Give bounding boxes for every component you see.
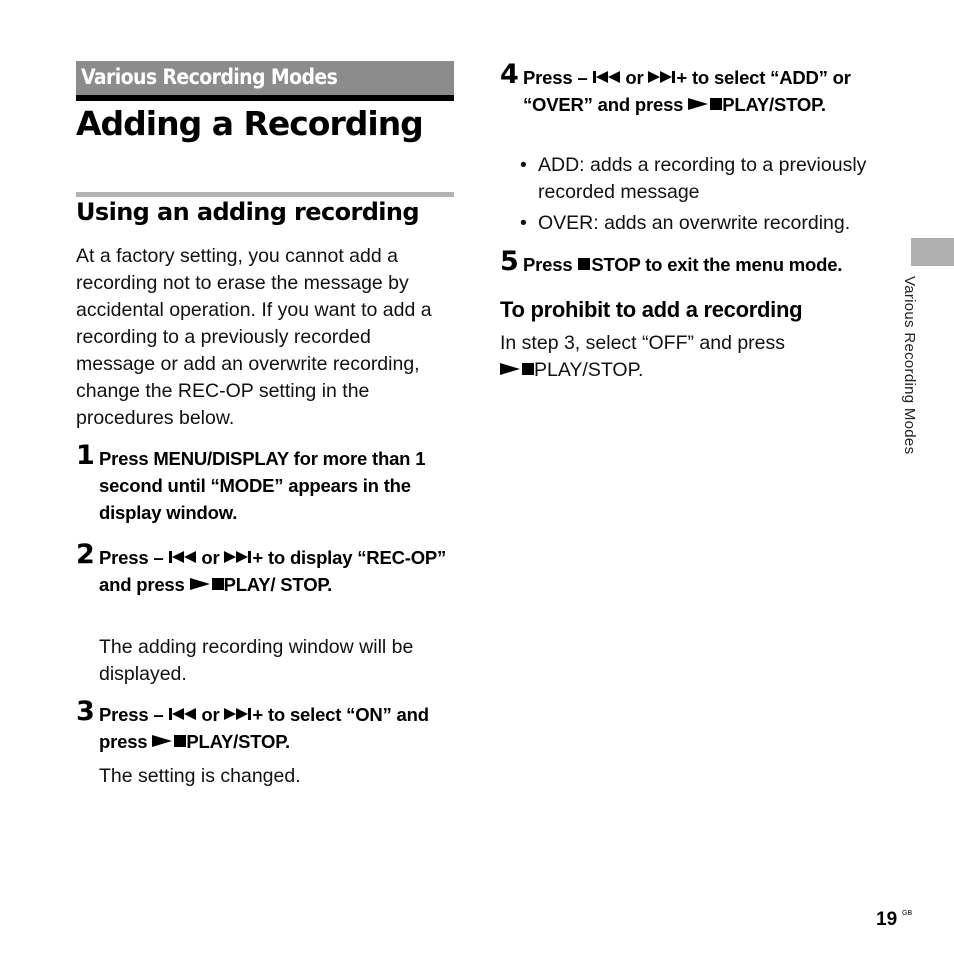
step-1-number: 1: [76, 440, 94, 471]
header-rule: [76, 95, 454, 101]
next-track-icon: [224, 547, 252, 568]
prohibit-text-1: In step 3, select “OFF” and press: [500, 332, 786, 354]
step-5-number: 5: [500, 246, 518, 277]
subheading: Using an adding recording: [76, 198, 419, 226]
step-2-part2: or: [201, 547, 220, 568]
step-2-number: 2: [76, 539, 94, 570]
step-3-note: The setting is changed.: [99, 765, 301, 787]
step-3-part4: PLAY/STOP.: [186, 731, 290, 752]
step-2-part4: PLAY/ STOP.: [223, 574, 333, 595]
prohibit-heading: To prohibit to add a recording: [500, 297, 803, 322]
step-4-number: 4: [500, 59, 518, 90]
step-4-part2: or: [625, 67, 644, 88]
step-2-note: The adding recording window will be displayed.: [99, 636, 414, 685]
subheading-rule: [76, 192, 454, 197]
step-2-text: [99, 544, 455, 598]
previous-track-icon: [168, 704, 196, 725]
intro-paragraph: At a factory setting, you cannot add a recording not to erase the message by accidental operation. If you want to add a recording to a previously recorded message or add an overwrite recording, change the REC-OP setting in the procedures below.: [76, 245, 432, 429]
next-track-icon: [224, 704, 252, 725]
play-stop-icon: [190, 574, 224, 595]
step-3-text: [99, 701, 455, 755]
step-3-number: 3: [76, 696, 94, 727]
page-title: Adding a Recording: [76, 104, 423, 143]
section-title: Various Recording Modes: [81, 65, 338, 89]
step-1-text: Press MENU/DISPLAY for more than 1 second until “MODE” appears in the display window.: [99, 448, 426, 523]
step-2-part1: Press –: [99, 547, 164, 568]
step-3-part3: + to select “ON” and press: [99, 704, 429, 752]
step-5-part2: STOP to exit the menu mode.: [591, 254, 843, 275]
play-stop-icon: [688, 94, 722, 115]
list-item: • OVER: adds an overwrite recording.: [500, 210, 870, 237]
step-3-part1: Press –: [99, 704, 164, 725]
step-2-part3: + to display “REC-OP” and press: [99, 547, 447, 595]
page-number-suffix: GB: [902, 910, 913, 917]
previous-track-icon: [168, 547, 196, 568]
play-stop-icon: [500, 359, 534, 381]
step-5-text: [523, 251, 903, 278]
step-4-bullets: [500, 152, 870, 241]
step-4-text: [523, 64, 863, 118]
next-track-icon: [648, 67, 676, 88]
step-5-part1: Press: [523, 254, 573, 275]
step-4-part4: PLAY/STOP.: [722, 94, 826, 115]
side-tab-marker: [911, 238, 954, 266]
side-section-label: [901, 276, 927, 496]
play-stop-icon: [152, 731, 186, 752]
stop-icon: [577, 254, 591, 275]
section-header-bar: [76, 61, 454, 95]
previous-track-icon: [592, 67, 620, 88]
step-4-part3: + to select “ADD” or “OVER” and press: [523, 67, 851, 115]
step-4-part1: Press –: [523, 67, 588, 88]
step-3-part2: or: [201, 704, 220, 725]
page-number: 19: [876, 909, 898, 930]
side-section-label-text: Various Recording Modes: [901, 276, 918, 455]
list-item: • ADD: adds a recording to a previously recorded message: [500, 152, 870, 206]
prohibit-text-2: PLAY/STOP.: [534, 359, 644, 381]
prohibit-text: [500, 330, 870, 384]
